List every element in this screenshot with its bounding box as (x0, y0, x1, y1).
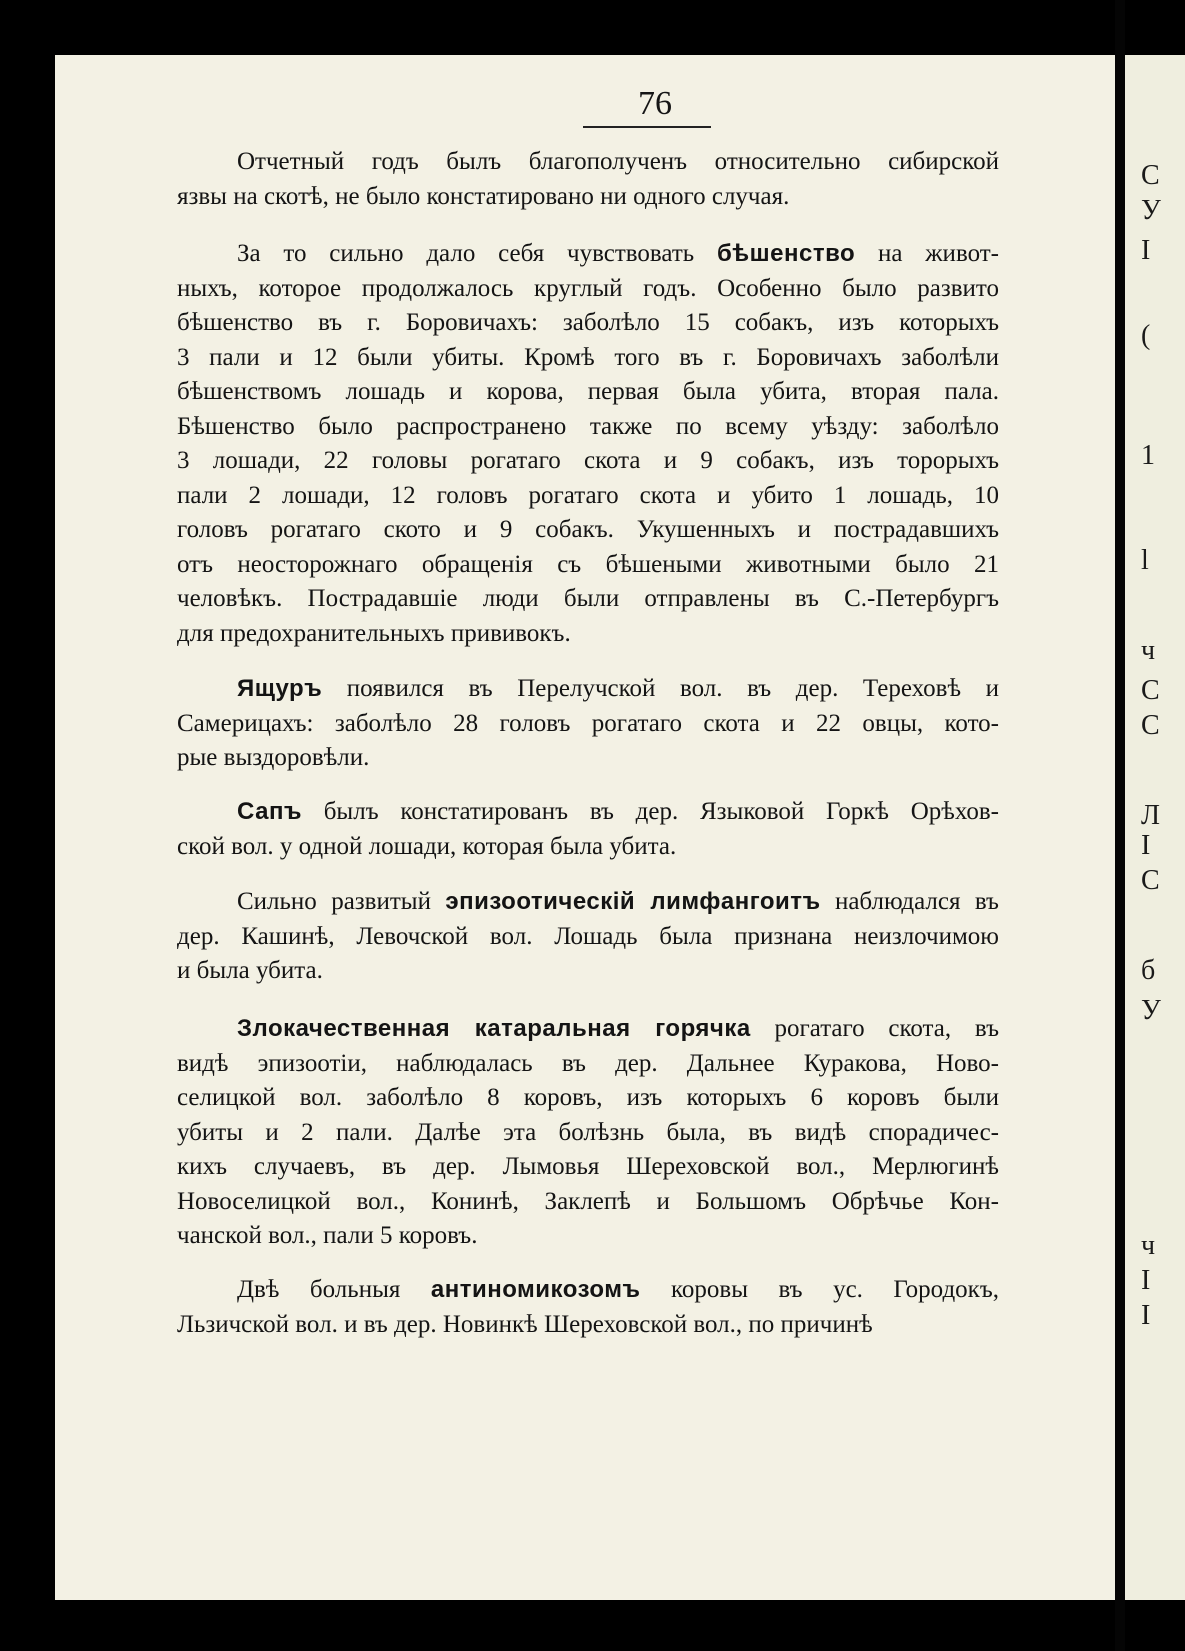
next-page-fragment: У (1141, 195, 1161, 226)
next-page-fragment: С (1141, 865, 1160, 896)
text-run: Двѣ больныя (237, 1276, 431, 1303)
text-line (177, 617, 999, 652)
text-line (177, 272, 999, 307)
next-page-fragment: Л (1141, 800, 1160, 831)
paragraph-glanders (177, 795, 999, 864)
bold-term: Сапъ (237, 798, 302, 825)
text-run: язвы на скотѣ, не было констатировано ни одного случая. (177, 182, 790, 210)
text-line (177, 513, 999, 548)
text-line (177, 180, 999, 215)
text-line (177, 306, 999, 341)
text-line (177, 954, 999, 989)
paragraph-actinomycosis (177, 1273, 999, 1342)
next-page-fragment: С (1141, 160, 1160, 191)
next-page-fragment: У (1141, 995, 1161, 1026)
text-line (177, 375, 999, 410)
next-page-fragment: ч (1141, 1230, 1156, 1261)
next-page-fragment: 1 (1141, 440, 1155, 471)
text-line (177, 741, 999, 776)
text-line (177, 1273, 999, 1308)
text-run: человѣкъ. Пострадавшіе люди были отправлены въ С.-Петербургъ (177, 585, 999, 612)
text-run: 3 лошади, 22 головы рогатаго скота и 9 собакъ, изъ торорыхъ (177, 447, 999, 474)
next-page-fragment: I (1141, 235, 1151, 266)
text-line (177, 885, 999, 920)
text-line (177, 410, 999, 445)
next-page-fragment: б (1141, 955, 1156, 986)
text-run: Бѣшенство было распространено также по всему уѣзду: заболѣло (177, 412, 999, 440)
text-line (177, 1047, 999, 1082)
bold-term: Ящуръ (237, 675, 323, 702)
text-run: на живот- (855, 240, 999, 267)
paragraph-catarrhal-fever (177, 1012, 999, 1254)
text-run: для предохранительныхъ прививокъ. (177, 619, 571, 647)
text-run: коровы въ ус. Городокъ, (640, 1276, 1000, 1303)
text-line (177, 1116, 999, 1151)
text-run: чанской вол., пали 5 коровъ. (177, 1222, 478, 1249)
text-line (177, 548, 999, 583)
bold-term: эпизоотическій лимфангоитъ (445, 888, 821, 915)
text-line (177, 444, 999, 479)
text-run: Сильно развитый (237, 888, 446, 915)
text-run: Льзичской вол. и въ дер. Новинкѣ Шереховской вол., по причинѣ (177, 1310, 873, 1338)
text-run: бѣшенство въ г. Боровичахъ: заболѣло 15 собакъ, изъ которыхъ (177, 309, 999, 336)
next-page-fragment: I (1141, 1300, 1151, 1331)
text-run: убиты и 2 пали. Далѣе эта болѣзнь была, въ видѣ спорадичес- (177, 1118, 999, 1146)
text-run: ской вол. у одной лошади, которая была убита. (177, 832, 677, 860)
next-page-fragment: ч (1141, 635, 1156, 666)
text-line (177, 582, 999, 617)
text-line (177, 145, 999, 180)
bold-term: Злокачественная катаральная горячка (237, 1015, 751, 1042)
text-run: Самерицахъ: заболѣло 28 головъ рогатаго скота и 22 овцы, кото- (177, 709, 999, 737)
next-page-edge (1125, 55, 1185, 1600)
text-run: и была убита. (177, 957, 323, 984)
page-number-rule (583, 126, 711, 128)
next-page-fragment: l (1141, 545, 1149, 576)
text-run: рые выздоровѣли. (177, 744, 370, 771)
text-run: бѣшенствомъ лошадь и корова, первая была убита, вторая пала. (177, 378, 999, 405)
text-line (177, 1308, 999, 1343)
text-line (177, 1012, 999, 1047)
text-run: видѣ эпизоотіи, наблюдалась въ дер. Дальнее Куракова, Ново- (177, 1049, 999, 1077)
text-line (177, 830, 999, 865)
text-run: наблюдался въ (820, 888, 999, 915)
bold-term: антиномикозомъ (430, 1276, 641, 1303)
text-run: кихъ случаевъ, въ дер. Лымовья Шереховской вол., Мерлюгинѣ (177, 1153, 999, 1180)
text-line (177, 795, 999, 830)
text-line (177, 479, 999, 514)
text-run: 3 пали и 12 были убиты. Кромѣ того въ г. Боровичахъ заболѣли (177, 343, 999, 371)
text-line (177, 920, 999, 955)
text-run: былъ констатированъ въ дер. Языковой Горкѣ Орѣхов- (301, 798, 999, 825)
paragraph-lymphangitis (177, 885, 999, 989)
text-run: дер. Кашинѣ, Левочской вол. Лошадь была признана неизлочимою (177, 922, 999, 950)
text-run: появился въ Перелучской вол. въ дер. Тереховѣ и (322, 675, 999, 702)
text-line (177, 707, 999, 742)
paragraph-anthrax (177, 145, 999, 214)
text-run: ныхъ, которое продолжалось круглый годъ. Особенно было развито (177, 274, 999, 302)
text-run: рогатаго скота, въ (750, 1015, 999, 1042)
text-run: Отчетный годъ былъ благополученъ относительно сибирской (237, 148, 999, 175)
bold-term: бѣшенство (716, 240, 856, 267)
text-line (177, 1219, 999, 1254)
text-run: отъ неосторожнаго обращенія съ бѣшеными животными было 21 (177, 550, 999, 578)
text-line (177, 1081, 999, 1116)
next-page-fragment: ( (1141, 320, 1151, 351)
text-run: За то сильно дало себя чувствовать (237, 240, 717, 267)
text-run: пали 2 лошади, 12 головъ рогатаго скота и убито 1 лошадь, 10 (177, 481, 999, 509)
text-run: Новоселицкой вол., Конинѣ, Заклепѣ и Большомъ Обрѣчье Кон- (177, 1187, 999, 1215)
text-run: селицкой вол. заболѣло 8 коровъ, изъ которыхъ 6 коровъ были (177, 1084, 999, 1111)
next-page-fragment: I (1141, 830, 1151, 861)
paragraph-rabies (177, 237, 999, 651)
text-line (177, 1150, 999, 1185)
document-page (55, 55, 1115, 1600)
text-line (177, 672, 999, 707)
next-page-fragment: I (1141, 1265, 1151, 1296)
text-line (177, 341, 999, 376)
text-line (177, 1185, 999, 1220)
page-gutter (1115, 0, 1125, 1651)
paragraph-foot-and-mouth (177, 672, 999, 776)
page-number: 76 (638, 85, 672, 122)
next-page-fragment: С (1141, 675, 1160, 706)
text-line (177, 237, 999, 272)
text-run: головъ рогатаго ското и 9 собакъ. Укушенныхъ и пострадавшихъ (177, 516, 999, 543)
next-page-fragment: С (1141, 710, 1160, 741)
